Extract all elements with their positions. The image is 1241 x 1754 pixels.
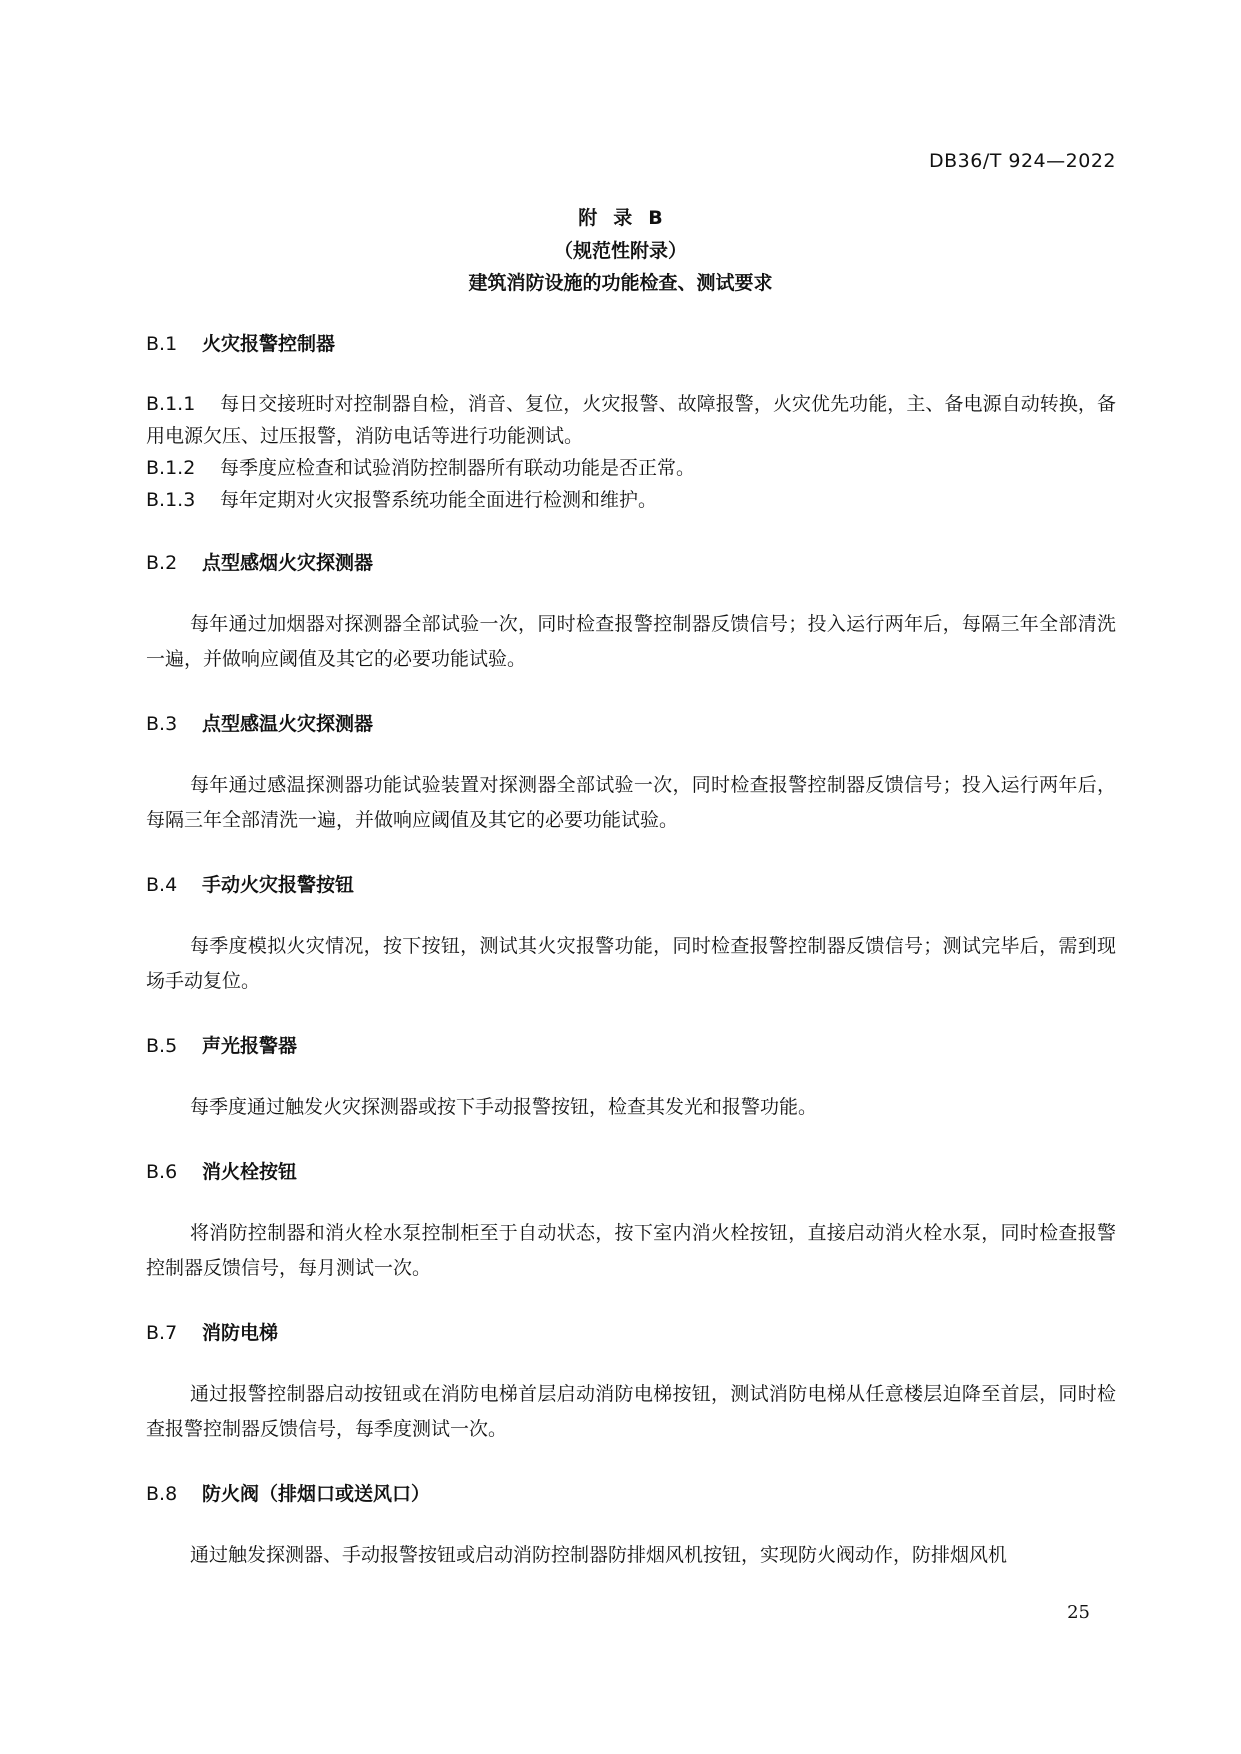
- section-paragraph: 每季度通过触发火灾探测器或按下手动报警按钮，检查其发光和报警功能。: [190, 1096, 818, 1118]
- appendix-title: [0, 203, 1241, 230]
- document-code: DB36/T 924—2022: [928, 150, 1116, 172]
- section-paragraph: 通过报警控制器启动按钮或在消防电梯首层启动消防电梯按钮，测试消防电梯从任意楼层迫降至首层，同时检查报警控制器反馈信号，每季度测试一次。: [146, 1383, 1116, 1440]
- normative-label: （规范性附录）: [553, 240, 687, 262]
- section-paragraph: 每年通过感温探测器功能试验装置对探测器全部试验一次，同时检查报警控制器反馈信号；投入运行两年后，每隔三年全部清洗一遍，并做响应阈值及其它的必要功能试验。: [146, 774, 1116, 831]
- appendix-letter: B: [648, 207, 663, 229]
- appendix-char: 录: [613, 207, 633, 229]
- page-number: 25: [1067, 1602, 1090, 1623]
- section-number: B.3: [146, 713, 178, 735]
- clause: [146, 388, 1116, 452]
- clause: [146, 452, 1116, 484]
- section-heading: [146, 1158, 1116, 1186]
- section-heading: [146, 871, 1116, 899]
- section-heading: [146, 330, 1116, 358]
- section-title: 防火阀（排烟口或送风口）: [202, 1483, 431, 1505]
- section-paragraph: 通过触发探测器、手动报警按钮或启动消防控制器防排烟风机按钮，实现防火阀动作，防排烟风机: [190, 1544, 1008, 1566]
- section-title: 火灾报警控制器: [202, 333, 336, 355]
- appendix-subtitle: 建筑消防设施的功能检查、测试要求: [468, 272, 773, 294]
- section-heading: [146, 710, 1116, 738]
- section-number: B.4: [146, 874, 178, 896]
- section-number: B.8: [146, 1483, 178, 1505]
- section-title: 消火栓按钮: [202, 1161, 298, 1183]
- clause-text: 每日交接班时对控制器自检，消音、复位，火灾报警、故障报警，火灾优先功能，主、备电源自动转换，备用电源欠压、过压报警，消防电话等进行功能测试。: [146, 393, 1116, 447]
- clause-text: 每季度应检查和试验消防控制器所有联动功能是否正常。: [220, 457, 696, 479]
- section-title: 点型感温火灾探测器: [202, 713, 374, 735]
- section-heading: [146, 549, 1116, 577]
- section-title: 点型感烟火灾探测器: [202, 552, 374, 574]
- clause-number: B.1.1: [146, 393, 196, 415]
- section-number: B.1: [146, 333, 178, 355]
- section-title: 声光报警器: [202, 1035, 298, 1057]
- section-number: B.5: [146, 1035, 178, 1057]
- section-heading: [146, 1319, 1116, 1347]
- appendix-char: 附: [578, 207, 598, 229]
- clause-text: 每年定期对火灾报警系统功能全面进行检测和维护。: [220, 489, 658, 511]
- section-title: 消防电梯: [202, 1322, 279, 1344]
- document-body: [146, 330, 1116, 1573]
- clause: [146, 484, 1116, 516]
- section-heading: [146, 1032, 1116, 1060]
- section-heading: [146, 1480, 1116, 1508]
- section-paragraph: 每年通过加烟器对探测器全部试验一次，同时检查报警控制器反馈信号；投入运行两年后，每隔三年全部清洗一遍，并做响应阈值及其它的必要功能试验。: [146, 613, 1116, 670]
- section-number: B.7: [146, 1322, 178, 1344]
- clause-number: B.1.2: [146, 457, 196, 479]
- section-title: 手动火灾报警按钮: [202, 874, 355, 896]
- section-number: B.6: [146, 1161, 178, 1183]
- section-paragraph: 将消防控制器和消火栓水泵控制柜至于自动状态，按下室内消火栓按钮，直接启动消火栓水泵，同时检查报警控制器反馈信号，每月测试一次。: [146, 1222, 1116, 1279]
- section-number: B.2: [146, 552, 178, 574]
- section-paragraph: 每季度模拟火灾情况，按下按钮，测试其火灾报警功能，同时检查报警控制器反馈信号；测试完毕后，需到现场手动复位。: [146, 935, 1116, 992]
- clause-number: B.1.3: [146, 489, 196, 511]
